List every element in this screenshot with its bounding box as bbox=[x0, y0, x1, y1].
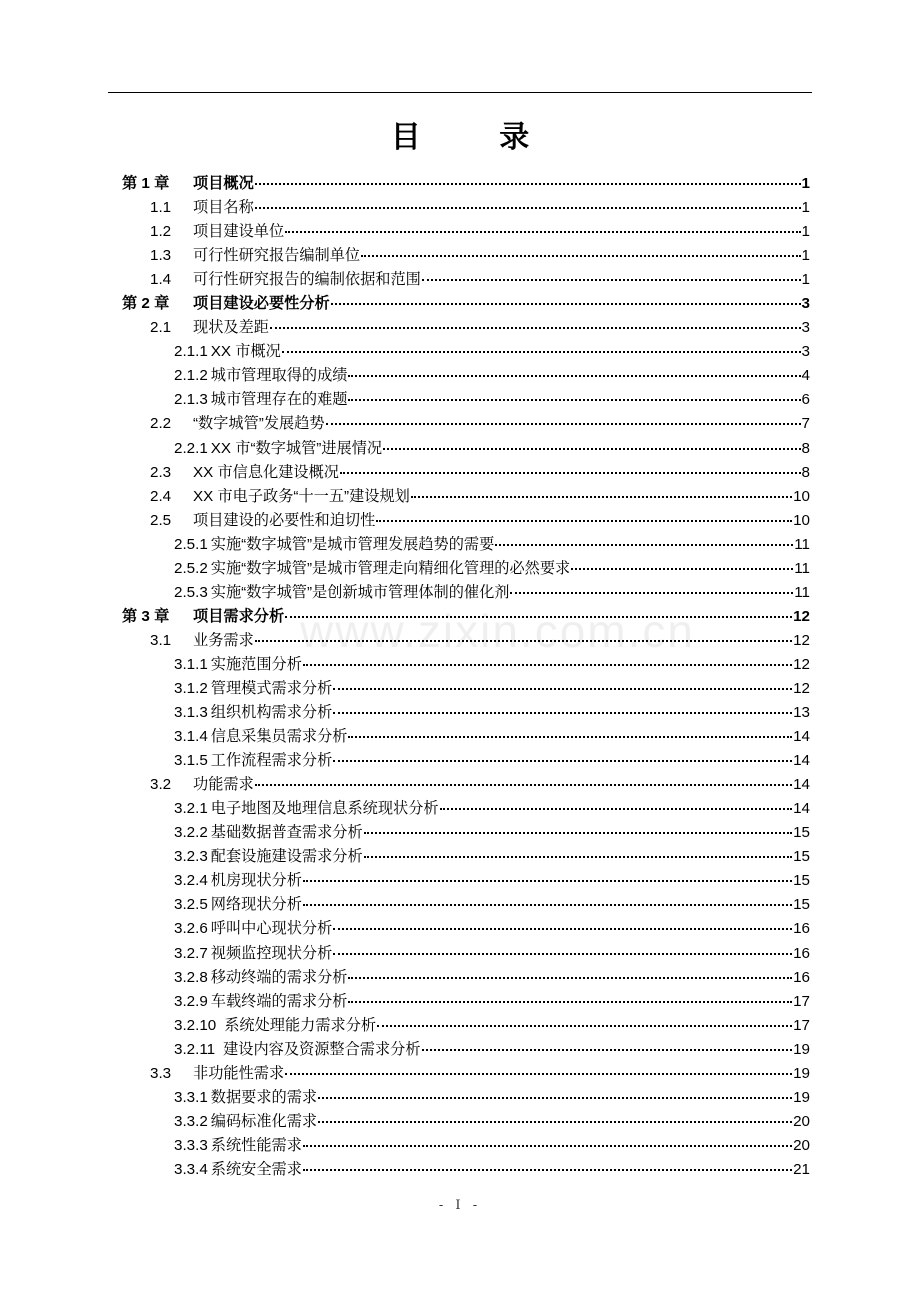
toc-entry[interactable] bbox=[122, 1086, 810, 1110]
dot-leader bbox=[318, 1109, 792, 1123]
toc-entry-page: 7 bbox=[801, 415, 810, 433]
toc-entry[interactable] bbox=[122, 1014, 810, 1038]
dot-leader bbox=[364, 844, 792, 858]
dot-leader bbox=[348, 989, 792, 1003]
toc-entry-label: 系统处理能力需求分析 bbox=[224, 1016, 377, 1034]
toc-entry-number: 3.2.7 bbox=[174, 944, 208, 962]
toc-entry[interactable] bbox=[122, 461, 810, 485]
toc-entry-page: 6 bbox=[801, 391, 810, 409]
toc-entry[interactable] bbox=[122, 1110, 810, 1134]
toc-entry-number: 1.3 bbox=[150, 247, 172, 265]
toc-entry-page: 17 bbox=[793, 1016, 810, 1034]
toc-entry[interactable] bbox=[122, 821, 810, 845]
toc-entry-number: 3.2.5 bbox=[174, 896, 208, 914]
toc-entry-label: 网络现状分析 bbox=[210, 896, 302, 914]
toc-entry-page: 15 bbox=[793, 896, 810, 914]
dot-leader bbox=[348, 724, 792, 738]
toc-entry-number: 3.3.4 bbox=[174, 1160, 208, 1178]
toc-entry-page: 16 bbox=[793, 944, 810, 962]
toc-entry[interactable] bbox=[122, 581, 810, 605]
toc-entry[interactable] bbox=[122, 557, 810, 581]
toc-entry-page: 16 bbox=[793, 920, 810, 938]
toc-entry-number: 2.5.3 bbox=[174, 583, 208, 601]
dot-leader bbox=[361, 243, 800, 257]
toc-entry[interactable] bbox=[122, 629, 810, 653]
toc-entry[interactable] bbox=[122, 1062, 810, 1086]
toc-entry-label: 基础数据普查需求分析 bbox=[210, 824, 363, 842]
toc-entry-number: 2.5 bbox=[150, 511, 172, 529]
toc-entry[interactable] bbox=[122, 1038, 810, 1062]
toc-entry[interactable] bbox=[122, 485, 810, 509]
toc-entry-number: 1.2 bbox=[150, 223, 172, 241]
toc-entry-page: 14 bbox=[793, 752, 810, 770]
toc-entry-label: XX 市概况 bbox=[210, 343, 281, 361]
toc-entry-number: 3.3.3 bbox=[174, 1136, 208, 1154]
dot-leader bbox=[282, 339, 801, 353]
toc-entry-label: 实施“数字城管”是创新城市管理体制的催化剂 bbox=[210, 583, 510, 601]
toc-entry[interactable] bbox=[122, 244, 810, 268]
dot-leader bbox=[333, 941, 792, 955]
toc-entry[interactable] bbox=[122, 749, 810, 773]
toc-entry-number: 2.2 bbox=[150, 415, 172, 433]
header-rule bbox=[108, 92, 812, 93]
toc-entry-number: 2.1.3 bbox=[174, 391, 208, 409]
toc-entry-label: 建设内容及资源整合需求分析 bbox=[223, 1040, 421, 1058]
toc-entry-label: 呼叫中心现状分析 bbox=[210, 920, 333, 938]
toc-entry[interactable] bbox=[122, 509, 810, 533]
dot-leader bbox=[255, 628, 792, 642]
toc-entry-page: 11 bbox=[794, 583, 810, 601]
dot-leader bbox=[303, 652, 792, 666]
toc-entry-label: 系统安全需求 bbox=[210, 1160, 302, 1178]
toc-entry-page: 12 bbox=[793, 655, 810, 673]
toc-entry[interactable] bbox=[122, 653, 810, 677]
toc-entry-number: 3.3.2 bbox=[174, 1112, 208, 1130]
dot-leader bbox=[510, 580, 793, 594]
toc-entry[interactable] bbox=[122, 1158, 810, 1182]
toc-entry-number: 3.2.3 bbox=[174, 848, 208, 866]
toc-entry-page: 1 bbox=[801, 175, 810, 192]
toc-entry-page: 1 bbox=[801, 223, 810, 241]
toc-entry-label: 功能需求 bbox=[193, 776, 254, 794]
toc-entry-label: 机房现状分析 bbox=[210, 872, 302, 890]
toc-entry-label: 非功能性需求 bbox=[193, 1064, 285, 1082]
toc-entry-number: 2.3 bbox=[150, 463, 172, 481]
toc-entry-page: 19 bbox=[793, 1088, 810, 1106]
toc-entry-number: 第 2 章 bbox=[122, 295, 170, 313]
toc-entry[interactable] bbox=[122, 942, 810, 966]
toc-entry-number: 3.1.2 bbox=[174, 679, 208, 697]
toc-entry-number: 3.2.9 bbox=[174, 992, 208, 1010]
toc-entry-page: 15 bbox=[793, 824, 810, 842]
page-number: - I - bbox=[438, 1198, 482, 1213]
toc-entry[interactable] bbox=[122, 533, 810, 557]
dot-leader bbox=[303, 1133, 792, 1147]
dot-leader bbox=[571, 556, 793, 570]
toc-entry-page: 10 bbox=[793, 511, 810, 529]
dot-leader bbox=[326, 411, 801, 425]
toc-entry-page: 8 bbox=[801, 463, 810, 481]
toc-entry-page: 1 bbox=[801, 271, 810, 289]
dot-leader bbox=[348, 387, 800, 401]
toc-entry-page: 11 bbox=[794, 559, 810, 577]
dot-leader bbox=[348, 363, 800, 377]
toc-entry-page: 4 bbox=[801, 367, 810, 385]
toc-entry-label: 项目名称 bbox=[193, 199, 254, 217]
toc-entry-number: 3.2 bbox=[150, 776, 172, 794]
toc-entry-page: 12 bbox=[793, 679, 810, 697]
toc-entry-page: 11 bbox=[794, 535, 810, 553]
toc-entry[interactable] bbox=[122, 364, 810, 388]
toc-entry-label: 城市管理存在的难题 bbox=[210, 391, 348, 409]
toc-entry-label: 数据要求的需求 bbox=[210, 1088, 318, 1106]
toc-entry-page: 15 bbox=[793, 848, 810, 866]
dot-leader bbox=[303, 892, 792, 906]
dot-leader bbox=[270, 315, 801, 329]
dot-leader bbox=[348, 965, 792, 979]
toc-entry-page: 20 bbox=[793, 1112, 810, 1130]
toc-entry-label: 编码标准化需求 bbox=[210, 1112, 318, 1130]
toc-entry-label: 实施“数字城管”是城市管理走向精细化管理的必然要求 bbox=[210, 559, 571, 577]
toc-entry-label: 可行性研究报告的编制依据和范围 bbox=[193, 271, 421, 289]
toc-entry[interactable] bbox=[122, 437, 810, 461]
toc-entry[interactable] bbox=[122, 773, 810, 797]
toc-entry-number: 2.2.1 bbox=[174, 439, 208, 457]
toc-entry-page: 15 bbox=[793, 872, 810, 890]
toc-entry-page: 12 bbox=[793, 631, 810, 649]
toc-entry-number: 第 3 章 bbox=[122, 607, 170, 625]
toc-entry-number: 2.4 bbox=[150, 487, 172, 505]
dot-leader bbox=[255, 772, 792, 786]
toc-entry[interactable] bbox=[122, 196, 810, 220]
toc-entry-number: 3.3 bbox=[150, 1064, 172, 1082]
dot-leader bbox=[331, 291, 801, 305]
toc-entry-page: 10 bbox=[793, 487, 810, 505]
toc-entry-label: XX 市电子政务“十一五”建设规划 bbox=[193, 487, 410, 505]
toc-entry-page: 12 bbox=[793, 607, 810, 625]
toc-entry-page: 21 bbox=[793, 1160, 810, 1178]
toc-entry[interactable] bbox=[122, 412, 810, 436]
toc-entry-page: 17 bbox=[793, 992, 810, 1010]
toc-entry-label: 城市管理取得的成绩 bbox=[210, 367, 348, 385]
toc-entry-label: 项目建设必要性分析 bbox=[193, 295, 330, 313]
dot-leader bbox=[285, 219, 800, 233]
toc-entry-label: 可行性研究报告编制单位 bbox=[193, 247, 361, 265]
toc-entry-page: 1 bbox=[801, 247, 810, 265]
toc-entry-label: XX 市信息化建设概况 bbox=[193, 463, 339, 481]
toc-entry-number: 3.2.1 bbox=[174, 800, 208, 818]
toc-entry[interactable] bbox=[122, 268, 810, 292]
dot-leader bbox=[333, 916, 792, 930]
toc-entry[interactable] bbox=[122, 677, 810, 701]
toc-entry-number: 3.2.11 bbox=[174, 1040, 216, 1058]
toc-entry-number: 3.1.5 bbox=[174, 752, 208, 770]
toc-entry-number: 3.2.4 bbox=[174, 872, 208, 890]
toc-entry-number: 2.5.1 bbox=[174, 535, 208, 553]
page-title: 目 录 bbox=[390, 120, 564, 155]
toc-entry-page: 3 bbox=[801, 319, 810, 337]
toc-entry[interactable] bbox=[122, 292, 810, 316]
dot-leader bbox=[333, 748, 792, 762]
dot-leader bbox=[285, 1061, 792, 1075]
toc-entry-label: 实施“数字城管”是城市管理发展趋势的需要 bbox=[210, 535, 495, 553]
dot-leader bbox=[440, 796, 793, 810]
toc-entry-label: 系统性能需求 bbox=[210, 1136, 302, 1154]
toc-entry-number: 3.2.10 bbox=[174, 1016, 217, 1034]
toc-entry-label: 工作流程需求分析 bbox=[210, 752, 333, 770]
toc-entry-number: 3.2.6 bbox=[174, 920, 208, 938]
dot-leader bbox=[255, 171, 801, 185]
dot-leader bbox=[285, 604, 792, 618]
toc-entry-number: 3.1.4 bbox=[174, 728, 208, 746]
toc-entry-label: 业务需求 bbox=[193, 631, 254, 649]
toc-entry[interactable] bbox=[122, 893, 810, 917]
toc-entry-number: 1.4 bbox=[150, 271, 172, 289]
toc-entry-label: 项目概况 bbox=[193, 175, 254, 192]
toc-entry-number: 2.1 bbox=[150, 319, 172, 337]
toc-entry-number: 3.3.1 bbox=[174, 1088, 208, 1106]
toc-entry-label: 项目建设的必要性和迫切性 bbox=[193, 511, 376, 529]
dot-leader bbox=[333, 676, 792, 690]
toc-entry[interactable] bbox=[122, 966, 810, 990]
toc-entry-number: 3.1.1 bbox=[174, 655, 208, 673]
toc-entry-number: 2.1.1 bbox=[174, 343, 208, 361]
toc-entry[interactable] bbox=[122, 220, 810, 244]
toc-entry-number: 3.2.2 bbox=[174, 824, 208, 842]
toc-entry-page: 8 bbox=[801, 439, 810, 457]
toc-entry-label: “数字城管”发展趋势 bbox=[193, 415, 325, 433]
toc-entry[interactable] bbox=[122, 845, 810, 869]
dot-leader bbox=[422, 1037, 793, 1051]
toc-entry[interactable] bbox=[122, 701, 810, 725]
dot-leader bbox=[364, 820, 792, 834]
toc-entry-page: 13 bbox=[793, 704, 810, 722]
dot-leader bbox=[303, 1157, 792, 1171]
toc-entry-page: 20 bbox=[793, 1136, 810, 1154]
toc-entry[interactable] bbox=[122, 725, 810, 749]
toc-entry-page: 14 bbox=[793, 776, 810, 794]
dot-leader bbox=[255, 195, 801, 209]
dot-leader bbox=[318, 1085, 792, 1099]
dot-leader bbox=[377, 1013, 792, 1027]
watermark: www.zixin.com.cn bbox=[300, 605, 695, 657]
toc-entry[interactable] bbox=[122, 917, 810, 941]
toc-entry-label: 电子地图及地理信息系统现状分析 bbox=[210, 800, 439, 818]
toc-entry-number: 2.5.2 bbox=[174, 559, 208, 577]
toc-entry-page: 3 bbox=[801, 343, 810, 361]
toc-entry[interactable] bbox=[122, 172, 810, 196]
toc-entry-label: 视频监控现状分析 bbox=[210, 944, 333, 962]
toc-entry-number: 第 1 章 bbox=[122, 175, 170, 192]
toc-entry-page: 3 bbox=[801, 295, 810, 313]
toc-entry-page: 1 bbox=[801, 199, 810, 217]
toc-entry-label: XX 市“数字城管”进展情况 bbox=[210, 439, 383, 457]
table-of-contents bbox=[122, 172, 810, 1182]
dot-leader bbox=[303, 868, 792, 882]
toc-entry-page: 16 bbox=[793, 968, 810, 986]
toc-entry[interactable] bbox=[122, 869, 810, 893]
toc-entry-page: 19 bbox=[793, 1040, 810, 1058]
toc-entry-page: 19 bbox=[793, 1064, 810, 1082]
toc-entry-label: 移动终端的需求分析 bbox=[210, 968, 348, 986]
toc-entry-label: 管理模式需求分析 bbox=[210, 679, 333, 697]
toc-entry-number: 1.1 bbox=[150, 199, 172, 217]
dot-leader bbox=[411, 484, 792, 498]
toc-entry[interactable] bbox=[122, 388, 810, 412]
toc-entry-number: 3.1 bbox=[150, 631, 172, 649]
toc-entry-number: 3.1.3 bbox=[174, 704, 208, 722]
toc-entry-page: 14 bbox=[793, 728, 810, 746]
toc-entry-label: 信息采集员需求分析 bbox=[210, 728, 348, 746]
toc-entry[interactable] bbox=[122, 605, 810, 629]
toc-entry[interactable] bbox=[122, 340, 810, 364]
dot-leader bbox=[376, 508, 792, 522]
toc-entry-number: 3.2.8 bbox=[174, 968, 208, 986]
toc-entry[interactable] bbox=[122, 797, 810, 821]
toc-entry-number: 2.1.2 bbox=[174, 367, 208, 385]
toc-entry-page: 14 bbox=[793, 800, 810, 818]
dot-leader bbox=[422, 267, 801, 281]
toc-entry[interactable] bbox=[122, 1134, 810, 1158]
dot-leader bbox=[340, 460, 801, 474]
toc-entry-label: 现状及差距 bbox=[193, 319, 269, 337]
toc-entry-label: 车载终端的需求分析 bbox=[210, 992, 348, 1010]
toc-entry-label: 组织机构需求分析 bbox=[210, 704, 333, 722]
dot-leader bbox=[495, 532, 793, 546]
dot-leader bbox=[383, 436, 800, 450]
toc-entry[interactable] bbox=[122, 990, 810, 1014]
toc-entry-label: 项目需求分析 bbox=[193, 607, 285, 625]
dot-leader bbox=[333, 700, 792, 714]
toc-entry-label: 实施范围分析 bbox=[210, 655, 302, 673]
toc-entry[interactable] bbox=[122, 316, 810, 340]
toc-entry-label: 项目建设单位 bbox=[193, 223, 285, 241]
toc-entry-label: 配套设施建设需求分析 bbox=[210, 848, 363, 866]
